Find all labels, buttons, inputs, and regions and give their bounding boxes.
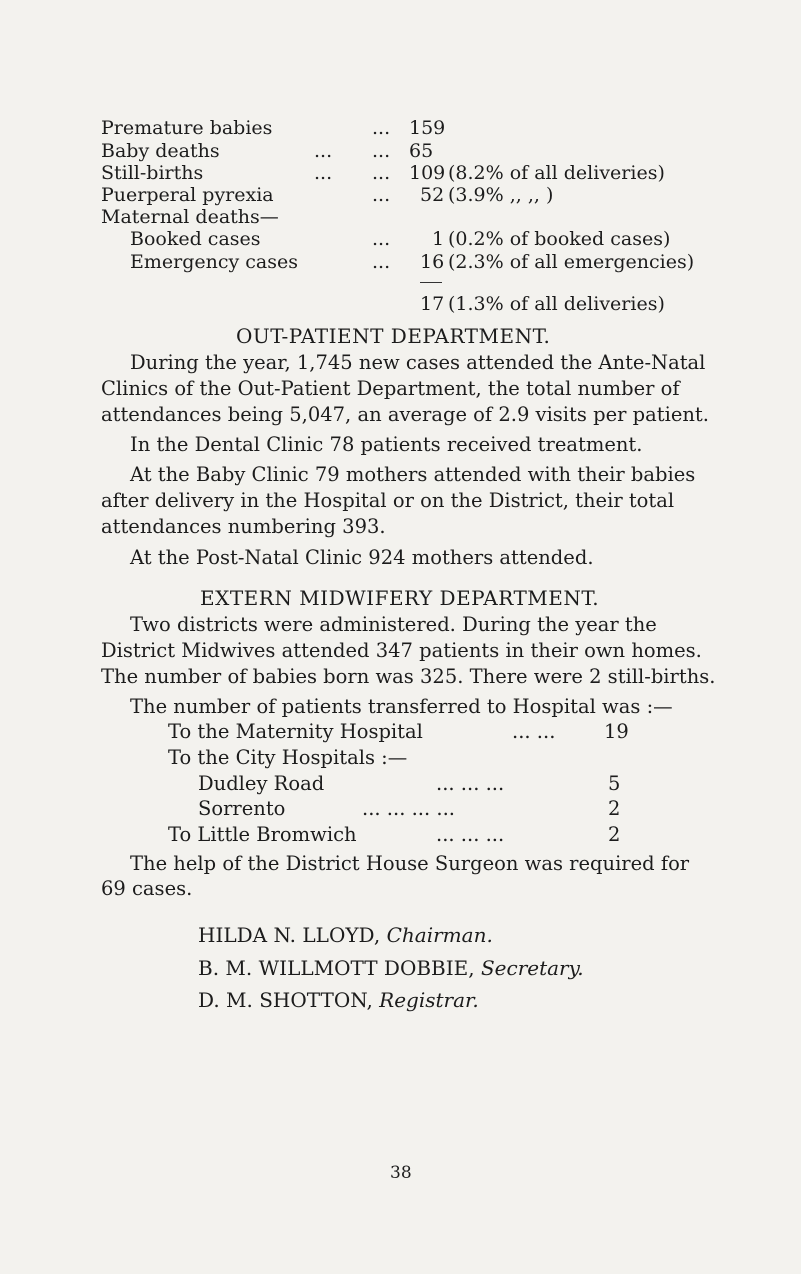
- transfer-label: To Little Bromwich: [168, 823, 357, 846]
- stat-dots: ...: [372, 162, 391, 184]
- extern-p1-line: Two districts were administered. During the year the: [130, 613, 657, 636]
- outpatient-p3-line: attendances numbering 393.: [101, 515, 386, 538]
- outpatient-p4: At the Post-Natal Clinic 924 mothers attended.: [130, 546, 594, 569]
- transfer-label: To the City Hospitals :—: [168, 746, 408, 769]
- stat-note: (2.3% of all emergencies): [448, 251, 695, 273]
- total-value: 17: [420, 293, 445, 315]
- outpatient-p2: In the Dental Clinic 78 patients received treatment.: [130, 433, 643, 456]
- stat-value: 159: [409, 117, 446, 139]
- transfer-value: 2: [608, 823, 621, 846]
- transfer-dots: ... ... ... ...: [362, 797, 455, 820]
- signature-secretary: [198, 956, 584, 980]
- stat-note: (8.2% of all deliveries): [448, 162, 665, 184]
- transfer-value: 19: [604, 720, 629, 743]
- stat-dots: ...: [372, 251, 391, 273]
- stat-dots: ...: [314, 140, 333, 162]
- transfer-dots: ... ... ...: [436, 823, 505, 846]
- transfer-dots: ... ... ...: [436, 772, 505, 795]
- stat-label: Puerperal pyrexia: [101, 184, 274, 206]
- outpatient-p1-line: Clinics of the Out-Patient Department, the total number of: [101, 377, 680, 400]
- stat-dots: ...: [372, 140, 391, 162]
- transfer-intro: The number of patients transferred to Hospital was :—: [130, 695, 673, 718]
- extern-p1-line: The number of babies born was 325. There were 2 still-births.: [101, 665, 716, 688]
- stat-value: 65: [409, 140, 434, 162]
- extern-p1-line: District Midwives attended 347 patients in their own homes.: [101, 639, 702, 662]
- transfer-label: Sorrento: [198, 797, 286, 820]
- total-rule: [420, 282, 442, 283]
- stat-dots: ...: [372, 228, 391, 250]
- stat-label: Emergency cases: [130, 251, 298, 273]
- transfer-label: Dudley Road: [198, 772, 325, 795]
- stat-label: Booked cases: [130, 228, 261, 250]
- transfer-label: To the Maternity Hospital: [168, 720, 423, 743]
- stat-dots: ...: [372, 184, 391, 206]
- stat-value: 16: [420, 251, 445, 273]
- stat-dots: ...: [314, 162, 333, 184]
- signature-chairman: [198, 923, 493, 947]
- page-number: 38: [390, 1163, 412, 1183]
- stat-note: (3.9% ,, ,, ): [448, 184, 554, 206]
- stat-dots: ...: [372, 117, 391, 139]
- signature-name: B. M. WILLMOTT DOBBIE,: [198, 956, 475, 980]
- help-line: 69 cases.: [101, 877, 193, 900]
- stat-label: Premature babies: [101, 117, 273, 139]
- extern-heading: EXTERN MIDWIFERY DEPARTMENT.: [200, 586, 600, 610]
- outpatient-heading: OUT-PATIENT DEPARTMENT.: [236, 324, 551, 348]
- signature-role: Chairman.: [386, 923, 493, 947]
- transfer-value: 5: [608, 772, 621, 795]
- outpatient-p1-line: attendances being 5,047, an average of 2.9 visits per patient.: [101, 403, 709, 426]
- transfer-dots: ... ...: [512, 720, 556, 743]
- signature-registrar: [198, 988, 479, 1012]
- signature-role: Secretary.: [480, 956, 584, 980]
- stat-label: Baby deaths: [101, 140, 220, 162]
- signature-name: HILDA N. LLOYD,: [198, 923, 381, 947]
- signature-name: D. M. SHOTTON,: [198, 988, 373, 1012]
- help-line: The help of the District House Surgeon was required for: [130, 852, 690, 875]
- total-note: (1.3% of all deliveries): [448, 293, 665, 315]
- stat-value: 109: [409, 162, 446, 184]
- outpatient-p1-line: During the year, 1,745 new cases attended the Ante-Natal: [130, 351, 706, 374]
- stat-label: Maternal deaths—: [101, 206, 279, 228]
- stat-label: Still-births: [101, 162, 204, 184]
- transfer-value: 2: [608, 797, 621, 820]
- outpatient-p3-line: At the Baby Clinic 79 mothers attended with their babies: [130, 463, 696, 486]
- stat-note: (0.2% of booked cases): [448, 228, 671, 250]
- stat-value: 52: [420, 184, 445, 206]
- signature-role: Registrar.: [379, 988, 479, 1012]
- stat-value: 1: [432, 228, 445, 250]
- outpatient-p3-line: after delivery in the Hospital or on the District, their total: [101, 489, 675, 512]
